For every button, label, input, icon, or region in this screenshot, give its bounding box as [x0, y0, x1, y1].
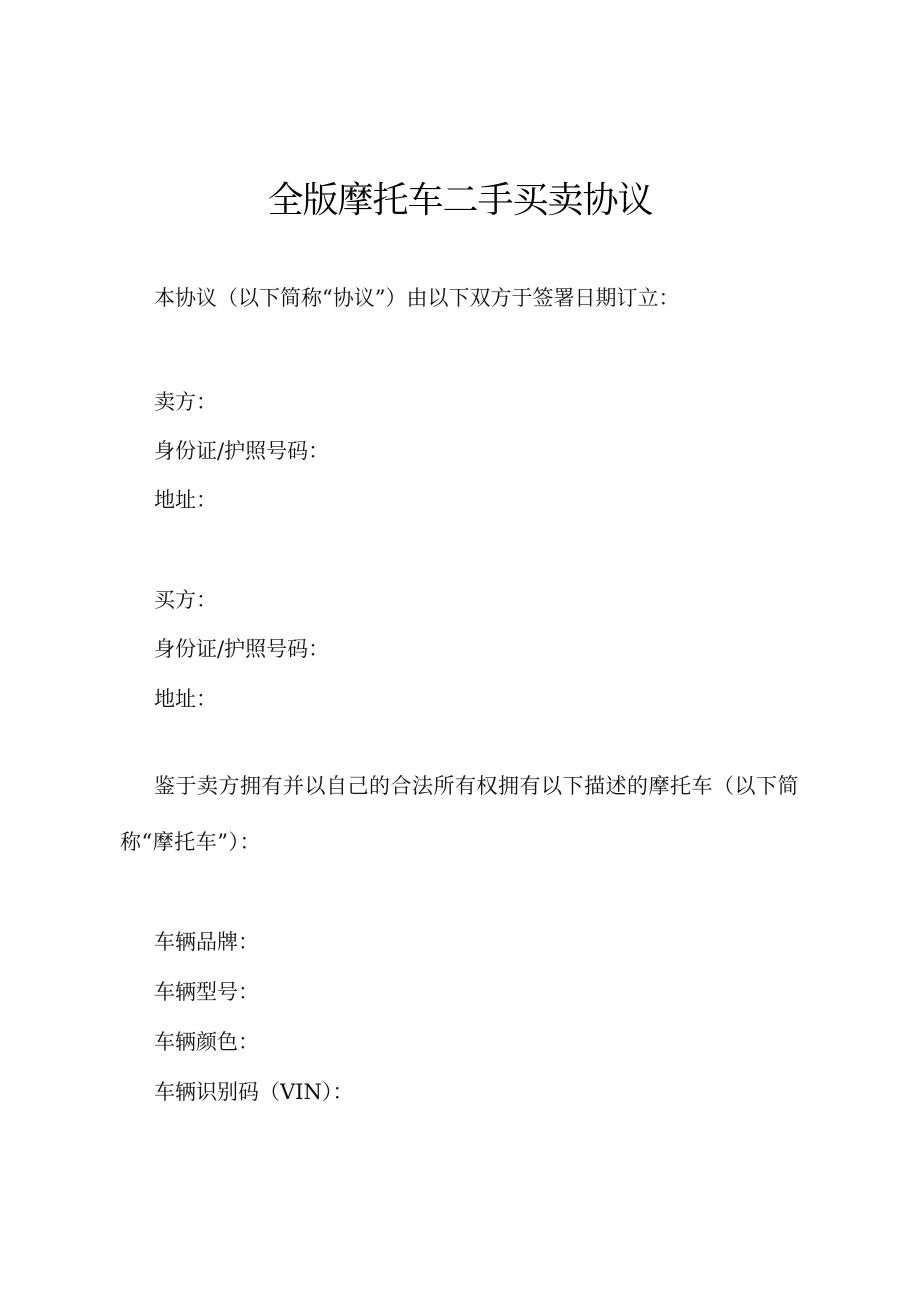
recital-paragraph: 鉴于卖方拥有并以自己的合法所有权拥有以下描述的摩托车（以下简称“摩托车”）：	[120, 774, 799, 854]
intro-paragraph: 本协议（以下简称“协议”）由以下双方于签署日期订立：	[154, 286, 680, 310]
buyer-label: 买方：	[154, 588, 217, 612]
seller-label: 卖方：	[154, 390, 217, 414]
buyer-id-label: 身份证/护照号码：	[154, 637, 330, 661]
buyer-address-label: 地址：	[154, 687, 217, 711]
seller-address-label: 地址：	[154, 488, 217, 512]
vehicle-vin-label: 车辆识别码（VIN）：	[154, 1080, 354, 1104]
seller-id-label: 身份证/护照号码：	[154, 439, 330, 463]
document-title: 全版摩托车二手买卖协议	[267, 180, 653, 221]
vehicle-model-label: 车辆型号：	[154, 980, 259, 1004]
vehicle-brand-label: 车辆品牌：	[154, 930, 259, 954]
vehicle-color-label: 车辆颜色：	[154, 1030, 259, 1054]
